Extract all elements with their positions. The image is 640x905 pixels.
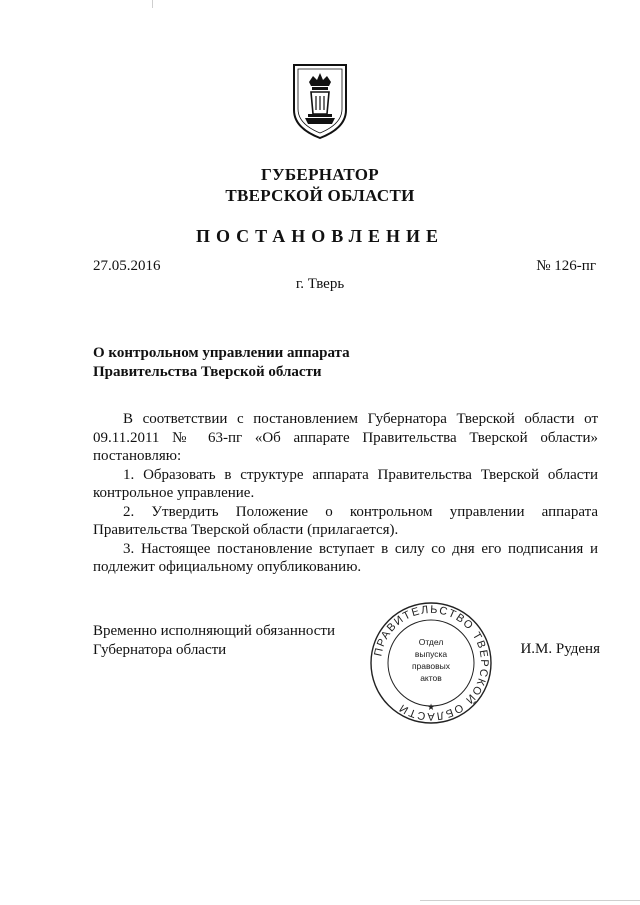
authority-title-line2: ТВЕРСКОЙ ОБЛАСТИ <box>225 186 415 205</box>
signatory-role-line1: Временно исполняющий обязанности <box>93 623 336 639</box>
signatory-role <box>93 622 363 660</box>
body-intro-paragraph: В соответствии с постановлением Губернатора Тверской области от 09.11.2011 № 63-пг «Об аппарате Правительства Тверской области» постановляю: <box>93 411 598 464</box>
seal-center-line1: Отдел <box>418 637 444 647</box>
signatory-role-line2: Губернатора области <box>93 642 227 658</box>
seal-center-text <box>400 636 462 684</box>
seal-ring-textpath: ПРАВИТЕЛЬСТВО ТВЕРСКОЙ ОБЛАСТИ <box>372 603 491 723</box>
coat-of-arms-icon <box>291 62 349 140</box>
document-date: 27.05.2016 <box>93 258 161 274</box>
subject-line2: Правительства Тверской области <box>93 364 322 380</box>
document-number: № 126-пг <box>536 258 596 274</box>
scan-edge-bottom <box>420 900 640 901</box>
scan-edge-top <box>152 0 153 8</box>
document-type-title: ПОСТАНОВЛЕНИЕ <box>195 226 445 246</box>
body-item-3: 3. Настоящее постановление вступает в силу со дня его подписания и подлежит официальному опубликованию. <box>93 540 598 575</box>
document-city: г. Тверь <box>295 276 345 292</box>
seal-center-line3: правовых <box>411 661 451 671</box>
body-item-2: 2. Утвердить Положение о контрольном управлении аппарата Правительства Тверской области (прилагается). <box>93 503 598 538</box>
subject-line1: О контрольном управлении аппарата <box>93 345 350 361</box>
seal-center-line2: выпуска <box>414 649 448 659</box>
signatory-name: И.М. Руденя <box>520 641 600 657</box>
seal-center-line4: актов <box>420 673 442 683</box>
authority-title-line1: ГУБЕРНАТОР <box>261 165 379 184</box>
body-item-1: 1. Образовать в структуре аппарата Правительства Тверской области контрольное управление. <box>93 466 598 501</box>
document-body <box>93 410 598 577</box>
seal-star-icon: ★ <box>426 702 436 712</box>
document-subject <box>93 344 513 382</box>
